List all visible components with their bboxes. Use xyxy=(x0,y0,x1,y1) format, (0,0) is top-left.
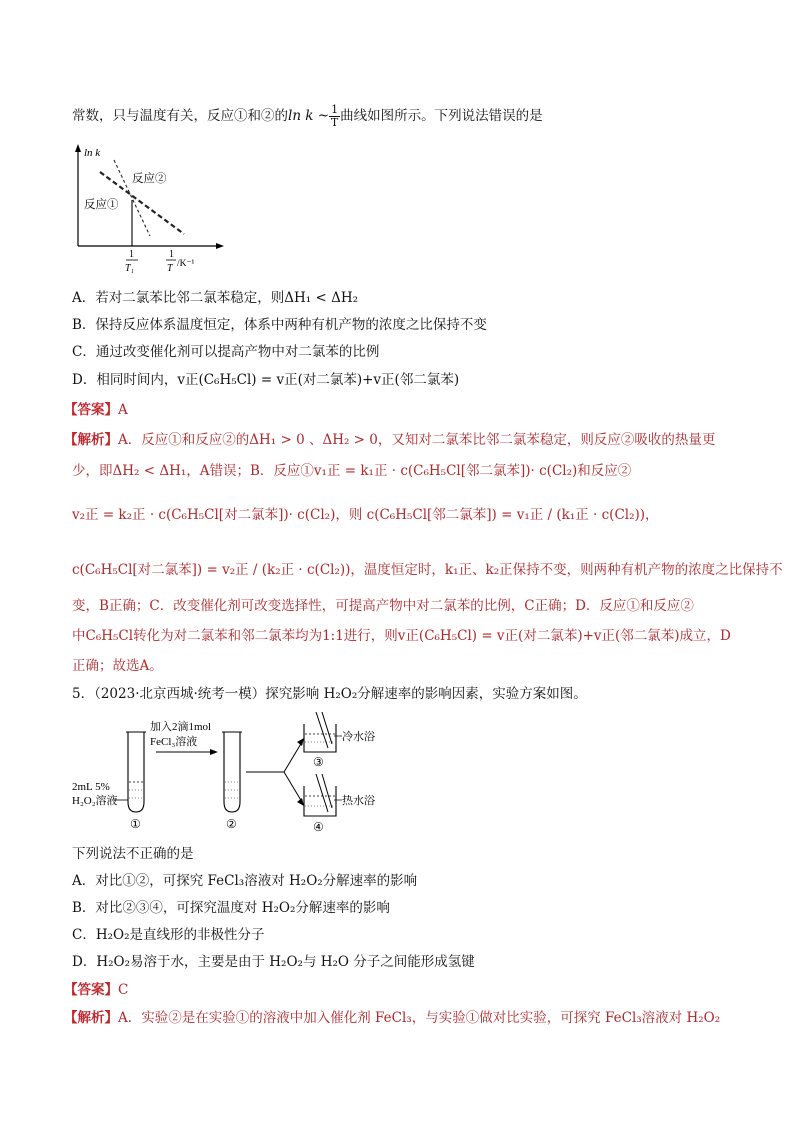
test-tube-2 xyxy=(222,732,242,812)
label-n4: ④ xyxy=(313,820,324,834)
q5-analysis-tag: 【解析】 xyxy=(64,1010,118,1026)
q5-option-c: C．H₂O₂是直线形的非极性分子 xyxy=(72,927,265,943)
label-n3: ③ xyxy=(313,755,324,769)
graph-ylabel: ln k xyxy=(84,147,101,159)
q5-option-b: B．对比②③④，可探究温度对 H₂O₂分解速率的影响 xyxy=(72,900,390,916)
q4-option-a: A．若对二氯苯比邻二氯苯稳定，则ΔH₁ < ΔH₂ xyxy=(72,290,359,306)
q4-stem-frac-den: T xyxy=(330,116,339,129)
beaker-3-cold xyxy=(304,712,336,752)
q5-question: 下列说法不正确的是 xyxy=(72,846,194,862)
q4-analysis-line-4: c(C₆H₅Cl[对二氯苯]) = v₂正 / (k₂正 · c(Cl₂))，温度恒定时，k₁正、k₂正保持不变，则两种有机产物的浓度之比保持不 xyxy=(72,562,783,578)
q4-option-d: D．相同时间内，v正(C₆H₅Cl) = v正(对二氯苯)+v正(邻二氯苯) xyxy=(72,372,460,388)
arrow-text-b: FeCl₃溶液 xyxy=(150,736,198,748)
q5-experiment-figure xyxy=(72,712,392,836)
x-tick-den: T₁ xyxy=(125,263,135,274)
q4-lnk-graph xyxy=(72,142,242,274)
x-axis-unit: /K⁻¹ xyxy=(177,259,195,269)
label-reaction-1: 反应① xyxy=(84,197,119,211)
q4-stem-fraction xyxy=(329,104,340,129)
q4-analysis-text-1: A．反应①和反应②的ΔH₁ > 0 、ΔH₂ > 0，又知对二氯苯比邻二氯苯稳定，则反应②吸收的热量更 xyxy=(118,432,716,448)
y-axis-arrow xyxy=(75,144,81,152)
q5-answer-value: C xyxy=(118,982,129,998)
arrowhead-cold xyxy=(297,738,304,746)
q4-answer-tag: 【答案】 xyxy=(64,402,118,418)
q4-option-b: B．保持反应体系温度恒定，体系中两种有机产物的浓度之比保持不变 xyxy=(72,317,487,333)
q4-answer xyxy=(64,400,128,420)
tube1-label-a: 2mL 5% xyxy=(72,781,110,793)
x-axis-arrow xyxy=(216,243,224,249)
q5-analysis-text-1: A．实验②是在实验①的溶液中加入催化剂 FeCl₃，与实验①做对比实验，可探究 FeCl₃溶液对 H₂O₂ xyxy=(118,1010,721,1026)
q5-answer xyxy=(64,980,128,1000)
arrow-to-cold xyxy=(284,742,302,772)
q4-analysis-line-7: 正确；故选A。 xyxy=(72,658,163,674)
q4-stem-text-a: 常数，只与温度有关，反应①和②的 xyxy=(72,108,288,124)
q5-stem: 5．（2023·北京西城·统考一模）探究影响 H₂O₂分解速率的影响因素，实验方案如图。 xyxy=(72,686,587,702)
label-n2: ② xyxy=(226,817,237,831)
q4-analysis-line-2: 少，即ΔH₂ < ΔH₁，A错误；B．反应①v₁正 = k₁正 · c(C₆H₅Cl[邻二氯苯])· c(Cl₂)和反应② xyxy=(72,463,632,479)
cold-bath-label: 冷水浴 xyxy=(342,731,375,743)
q5-analysis-line-1 xyxy=(64,1008,720,1028)
beaker-4-hot xyxy=(304,774,336,816)
arrow-to-hot xyxy=(284,772,302,802)
x-axis-num: 1 xyxy=(169,249,174,260)
q4-analysis-line-5: 变，B正确；C．改变催化剂可改变选择性，可提高产物中对二氯苯的比例，C正确；D．反应①和反应② xyxy=(72,598,694,614)
test-tube-1 xyxy=(126,732,146,812)
q4-analysis-tag: 【解析】 xyxy=(64,432,118,448)
q5-answer-tag: 【答案】 xyxy=(64,982,118,998)
arrowhead-hot xyxy=(297,798,304,806)
x-axis-den: T xyxy=(167,263,173,274)
q5-option-d: D．H₂O₂易溶于水，主要是由于 H₂O₂与 H₂O 分子之间能形成氢键 xyxy=(72,954,475,970)
label-reaction-2: 反应② xyxy=(132,171,167,185)
q4-analysis-line-6: 中C₆H₅Cl转化为对二氯苯和邻二氯苯均为1:1进行，则v正(C₆H₅Cl) = v正(对二氯苯)+v正(邻二氯苯)成立，D xyxy=(72,628,731,644)
q4-stem-formula: ln k ~ xyxy=(288,108,330,124)
q4-answer-value: A xyxy=(118,402,128,418)
label-n1: ① xyxy=(130,817,141,831)
q4-option-c: C．通过改变催化剂可以提高产物中对二氯苯的比例 xyxy=(72,344,380,360)
q4-analysis-line-3: v₂正 = k₂正 · c(C₆H₅Cl[对二氯苯])· c(Cl₂)，则 c(C₆H₅Cl[邻二氯苯]) = v₁正 / (k₁正 · c(Cl₂))， xyxy=(72,507,659,523)
q4-stem xyxy=(72,104,543,129)
x-tick-num: 1 xyxy=(129,249,134,260)
q4-analysis-line-1 xyxy=(64,430,715,450)
tube1-label-b: H₂O₂溶液 xyxy=(72,795,118,807)
add-fecl3-arrowhead xyxy=(210,749,218,755)
q5-option-a: A．对比①②，可探究 FeCl₃溶液对 H₂O₂分解速率的影响 xyxy=(72,873,418,889)
q4-stem-text-b: 曲线如图所示。下列说法错误的是 xyxy=(340,108,543,124)
arrow-text-a: 加入2滴1mol xyxy=(150,721,212,733)
hot-bath-label: 热水浴 xyxy=(342,795,375,807)
q4-stem-frac-num: 1 xyxy=(331,103,339,116)
